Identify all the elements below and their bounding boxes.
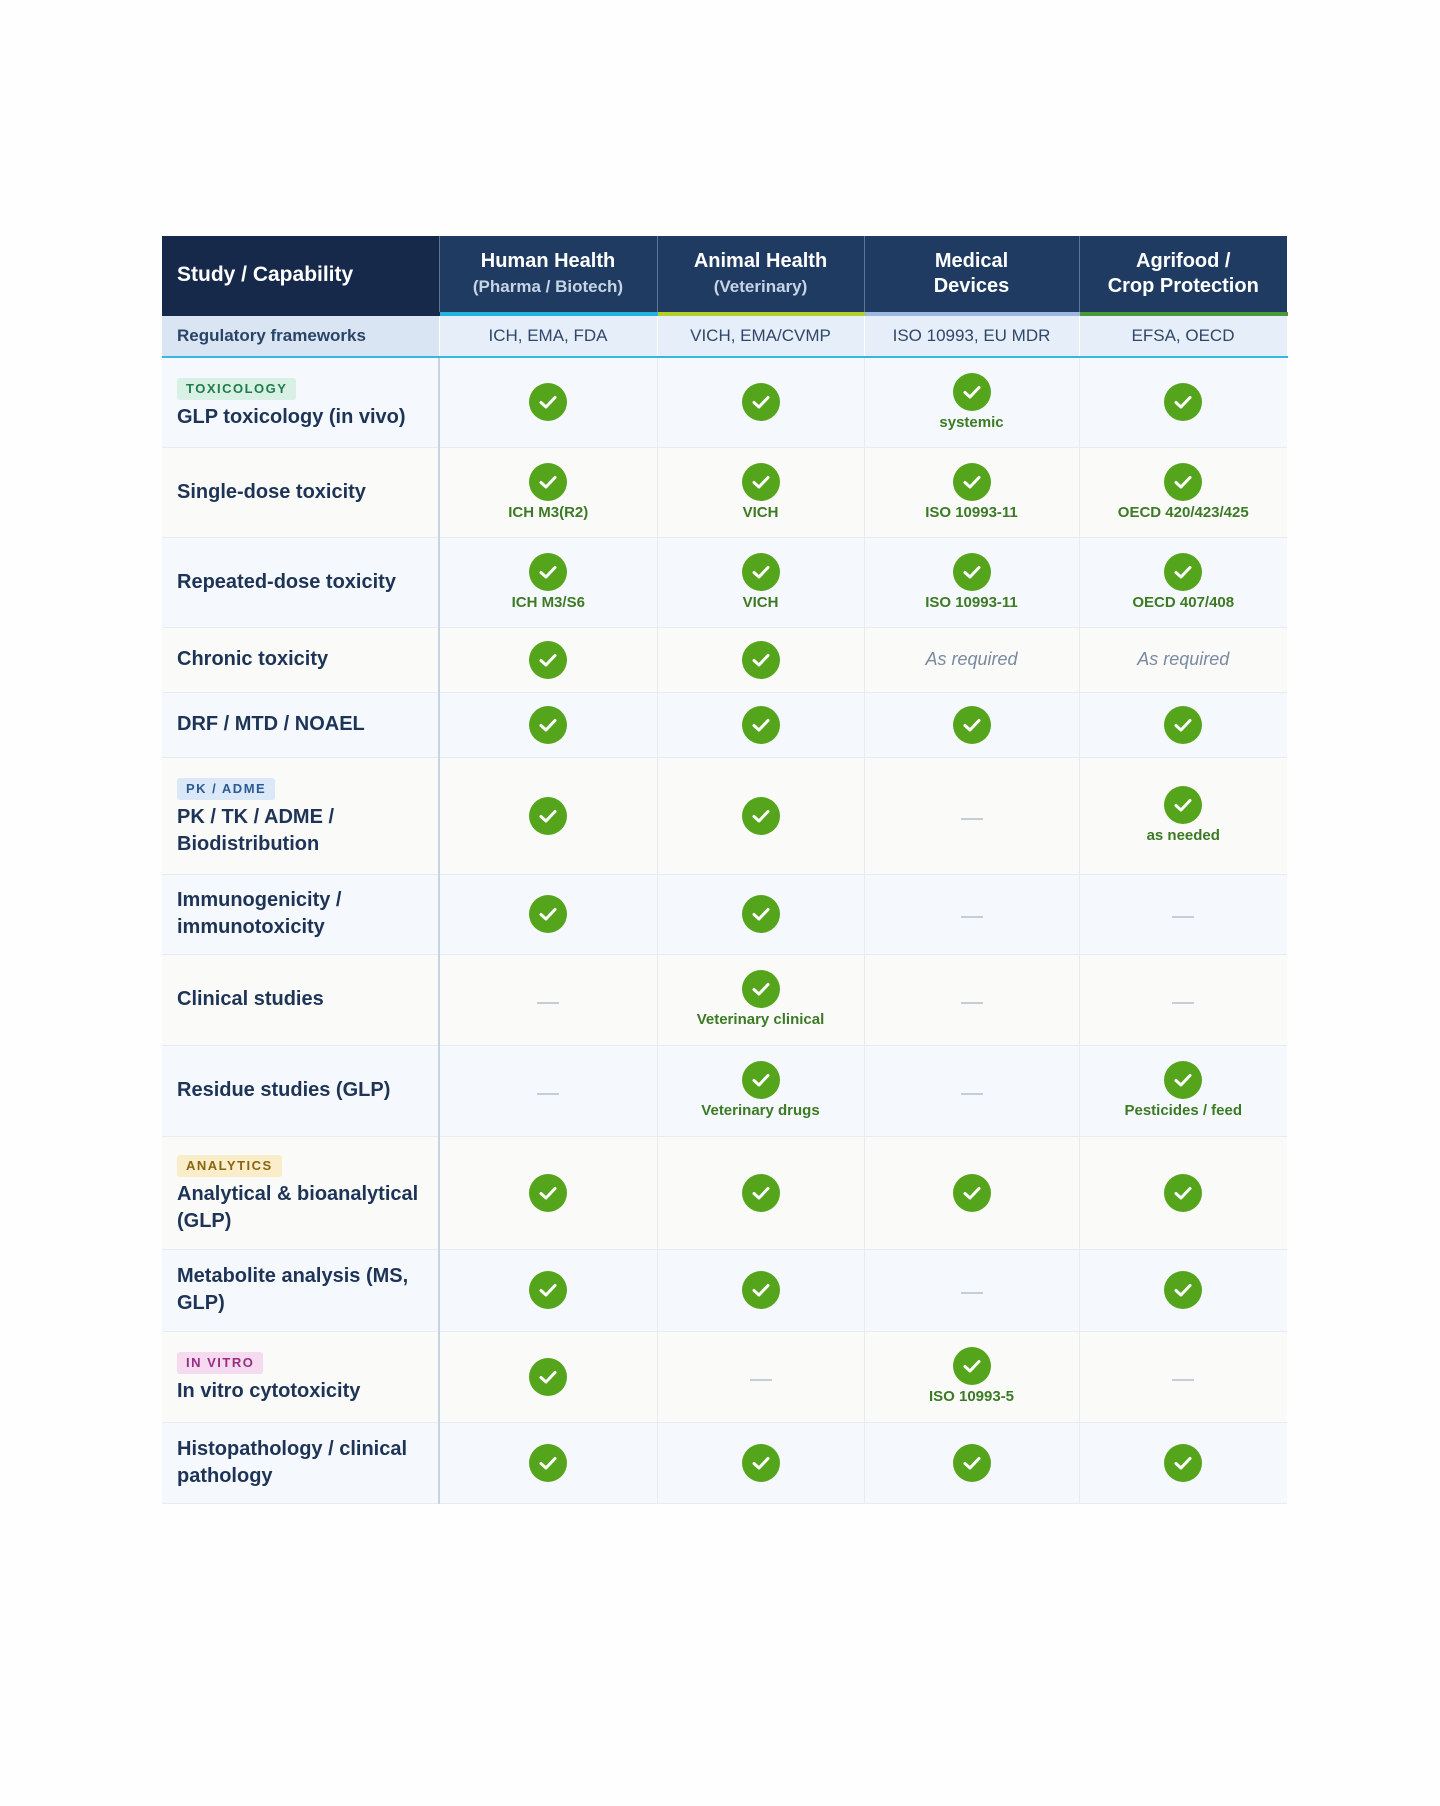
cell-animal	[657, 1045, 864, 1136]
cell-devices	[864, 447, 1079, 537]
table-row	[162, 1136, 1287, 1249]
check-icon	[1164, 383, 1202, 421]
check-icon	[742, 383, 780, 421]
row-label: Repeated-dose toxicity	[162, 537, 439, 627]
table-row	[162, 1249, 1287, 1331]
cell-human	[439, 1331, 657, 1422]
header-agrifood	[1079, 236, 1287, 314]
check-icon	[529, 383, 567, 421]
check-icon	[1164, 1271, 1202, 1309]
dash-icon	[961, 1093, 983, 1095]
cell-devices	[864, 1331, 1079, 1422]
cell-devices	[864, 757, 1079, 874]
check-icon	[1164, 706, 1202, 744]
capability-table	[162, 236, 1288, 1504]
check-icon	[529, 463, 567, 501]
check-icon	[742, 553, 780, 591]
regulatory-animal: VICH, EMA/CVMP	[657, 314, 864, 357]
header-agrifood-line2: Crop Protection	[1107, 275, 1259, 297]
check-icon	[1164, 1061, 1202, 1099]
as-required-text: As required	[925, 649, 1018, 669]
check-icon	[529, 1271, 567, 1309]
cell-note: OECD 420/423/425	[1117, 503, 1249, 521]
cell-devices	[864, 357, 1079, 447]
check-icon	[529, 1358, 567, 1396]
cell-human	[439, 874, 657, 954]
check-icon	[953, 1174, 991, 1212]
dash-icon	[750, 1379, 772, 1381]
row-label	[162, 757, 439, 874]
cell-human	[439, 447, 657, 537]
table-row	[162, 874, 1287, 954]
regulatory-devices: ISO 10993, EU MDR	[864, 314, 1079, 357]
check-icon	[742, 641, 780, 679]
cell-animal	[657, 874, 864, 954]
row-label: DRF / MTD / NOAEL	[162, 692, 439, 757]
table-row	[162, 954, 1287, 1045]
cell-agrifood	[1079, 874, 1287, 954]
cell-agrifood	[1079, 627, 1287, 692]
category-tag-pk-adme: PK / ADME	[177, 778, 275, 800]
cell-devices	[864, 537, 1079, 627]
cell-animal	[657, 1136, 864, 1249]
category-tag-analytics: ANALYTICS	[177, 1155, 282, 1177]
row-label	[162, 357, 439, 447]
cell-devices	[864, 1136, 1079, 1249]
cell-note: ICH M3/S6	[511, 593, 585, 611]
row-label: Single-dose toxicity	[162, 447, 439, 537]
table-row	[162, 357, 1287, 447]
check-icon	[742, 1444, 780, 1482]
cell-note: ISO 10993-5	[928, 1388, 1015, 1405]
cell-note: VICH	[742, 593, 779, 611]
cell-note: Pesticides / feed	[1124, 1102, 1243, 1119]
cell-devices	[864, 874, 1079, 954]
check-icon	[953, 373, 991, 411]
cell-human	[439, 537, 657, 627]
check-icon	[1164, 553, 1202, 591]
header-medical-devices-line1: Medical	[934, 250, 1009, 272]
cell-human	[439, 692, 657, 757]
header-animal-health	[657, 236, 864, 314]
regulatory-row	[162, 314, 1287, 357]
table-row	[162, 1045, 1287, 1136]
row-label: Clinical studies	[162, 954, 439, 1045]
cell-agrifood	[1079, 954, 1287, 1045]
check-icon	[953, 706, 991, 744]
dash-icon	[1172, 1002, 1194, 1004]
cell-animal	[657, 447, 864, 537]
cell-human	[439, 1136, 657, 1249]
cell-animal	[657, 537, 864, 627]
cell-agrifood	[1079, 1136, 1287, 1249]
row-label: Histopathology / clinical pathology	[162, 1422, 439, 1503]
dash-icon	[961, 818, 983, 820]
row-label: Residue studies (GLP)	[162, 1045, 439, 1136]
cell-animal	[657, 954, 864, 1045]
category-tag-in-vitro: IN VITRO	[177, 1352, 263, 1374]
check-icon	[742, 1271, 780, 1309]
cell-agrifood	[1079, 1045, 1287, 1136]
check-icon	[529, 895, 567, 933]
row-label: Metabolite analysis (MS, GLP)	[162, 1249, 439, 1331]
cell-note: Veterinary drugs	[701, 1102, 820, 1119]
check-icon	[742, 895, 780, 933]
cell-note: ISO 10993-11	[925, 593, 1018, 611]
check-icon	[1164, 1444, 1202, 1482]
cell-agrifood	[1079, 537, 1287, 627]
cell-devices	[864, 954, 1079, 1045]
table-row	[162, 537, 1287, 627]
check-icon	[953, 1444, 991, 1482]
row-label-text: GLP toxicology (in vivo)	[177, 405, 406, 428]
check-icon	[742, 970, 780, 1008]
header-human-health-title: Human Health	[480, 250, 616, 272]
cell-devices	[864, 1045, 1079, 1136]
cell-agrifood	[1079, 1249, 1287, 1331]
cell-note: systemic	[939, 413, 1004, 431]
header-human-health	[439, 236, 657, 314]
header-medical-devices-line2: Devices	[933, 275, 1010, 297]
cell-animal	[657, 757, 864, 874]
check-icon	[742, 1174, 780, 1212]
cell-agrifood	[1079, 447, 1287, 537]
dash-icon	[961, 1002, 983, 1004]
cell-note: ISO 10993-11	[925, 503, 1018, 521]
check-icon	[529, 706, 567, 744]
row-label	[162, 1331, 439, 1422]
check-icon	[742, 463, 780, 501]
cell-agrifood	[1079, 1331, 1287, 1422]
cell-agrifood	[1079, 692, 1287, 757]
cell-animal	[657, 692, 864, 757]
header-human-health-subtitle: (Pharma / Biotech)	[472, 277, 624, 296]
cell-note: VICH	[742, 503, 779, 521]
cell-animal	[657, 357, 864, 447]
check-icon	[529, 553, 567, 591]
check-icon	[529, 1174, 567, 1212]
category-tag-toxicology: TOXICOLOGY	[177, 378, 296, 400]
regulatory-agrifood: EFSA, OECD	[1079, 314, 1287, 357]
cell-note: OECD 407/408	[1132, 593, 1235, 611]
check-icon	[529, 797, 567, 835]
table-row	[162, 757, 1287, 874]
row-label-text: Analytical & bioanalytical (GLP)	[177, 1182, 419, 1232]
cell-animal	[657, 1422, 864, 1503]
header-animal-health-title: Animal Health	[693, 250, 828, 272]
cell-human	[439, 627, 657, 692]
check-icon	[742, 797, 780, 835]
cell-human	[439, 1249, 657, 1331]
check-icon	[529, 1444, 567, 1482]
header-row	[162, 236, 1287, 314]
cell-devices	[864, 1422, 1079, 1503]
dash-icon	[1172, 1379, 1194, 1381]
dash-icon	[961, 1292, 983, 1294]
check-icon	[529, 641, 567, 679]
dash-icon	[537, 1093, 559, 1095]
cell-agrifood	[1079, 1422, 1287, 1503]
check-icon	[1164, 1174, 1202, 1212]
row-label-text: PK / TK / ADME / Biodistribution	[177, 805, 335, 855]
cell-human	[439, 1422, 657, 1503]
row-label: Chronic toxicity	[162, 627, 439, 692]
row-label: Immunogenicity / immunotoxicity	[162, 874, 439, 954]
cell-note: ICH M3(R2)	[508, 503, 589, 521]
cell-human	[439, 954, 657, 1045]
cell-devices	[864, 1249, 1079, 1331]
check-icon	[742, 1061, 780, 1099]
table-row	[162, 1422, 1287, 1503]
check-icon	[1164, 463, 1202, 501]
cell-note: Veterinary clinical	[696, 1011, 825, 1028]
cell-animal	[657, 1249, 864, 1331]
header-study-capability: Study / Capability	[162, 236, 439, 314]
cell-human	[439, 757, 657, 874]
cell-animal	[657, 1331, 864, 1422]
cell-animal	[657, 627, 864, 692]
cell-human	[439, 1045, 657, 1136]
dash-icon	[1172, 916, 1194, 918]
cell-note: as needed	[1146, 827, 1220, 844]
header-medical-devices	[864, 236, 1079, 314]
capability-matrix	[162, 236, 1287, 1504]
as-required-text: As required	[1137, 649, 1230, 669]
row-label-text: In vitro cytotoxicity	[177, 1380, 361, 1402]
regulatory-label: Regulatory frameworks	[162, 314, 439, 357]
header-agrifood-line1: Agrifood /	[1136, 250, 1231, 272]
cell-devices	[864, 692, 1079, 757]
dash-icon	[961, 916, 983, 918]
regulatory-human: ICH, EMA, FDA	[439, 314, 657, 357]
table-row	[162, 627, 1287, 692]
check-icon	[1164, 786, 1202, 824]
check-icon	[953, 1347, 991, 1385]
cell-agrifood	[1079, 757, 1287, 874]
table-row	[162, 1331, 1287, 1422]
cell-devices	[864, 627, 1079, 692]
check-icon	[742, 706, 780, 744]
header-animal-health-subtitle: (Veterinary)	[713, 277, 808, 296]
cell-human	[439, 357, 657, 447]
check-icon	[953, 463, 991, 501]
cell-agrifood	[1079, 357, 1287, 447]
table-row	[162, 692, 1287, 757]
dash-icon	[537, 1002, 559, 1004]
row-label	[162, 1136, 439, 1249]
check-icon	[953, 553, 991, 591]
table-row	[162, 447, 1287, 537]
